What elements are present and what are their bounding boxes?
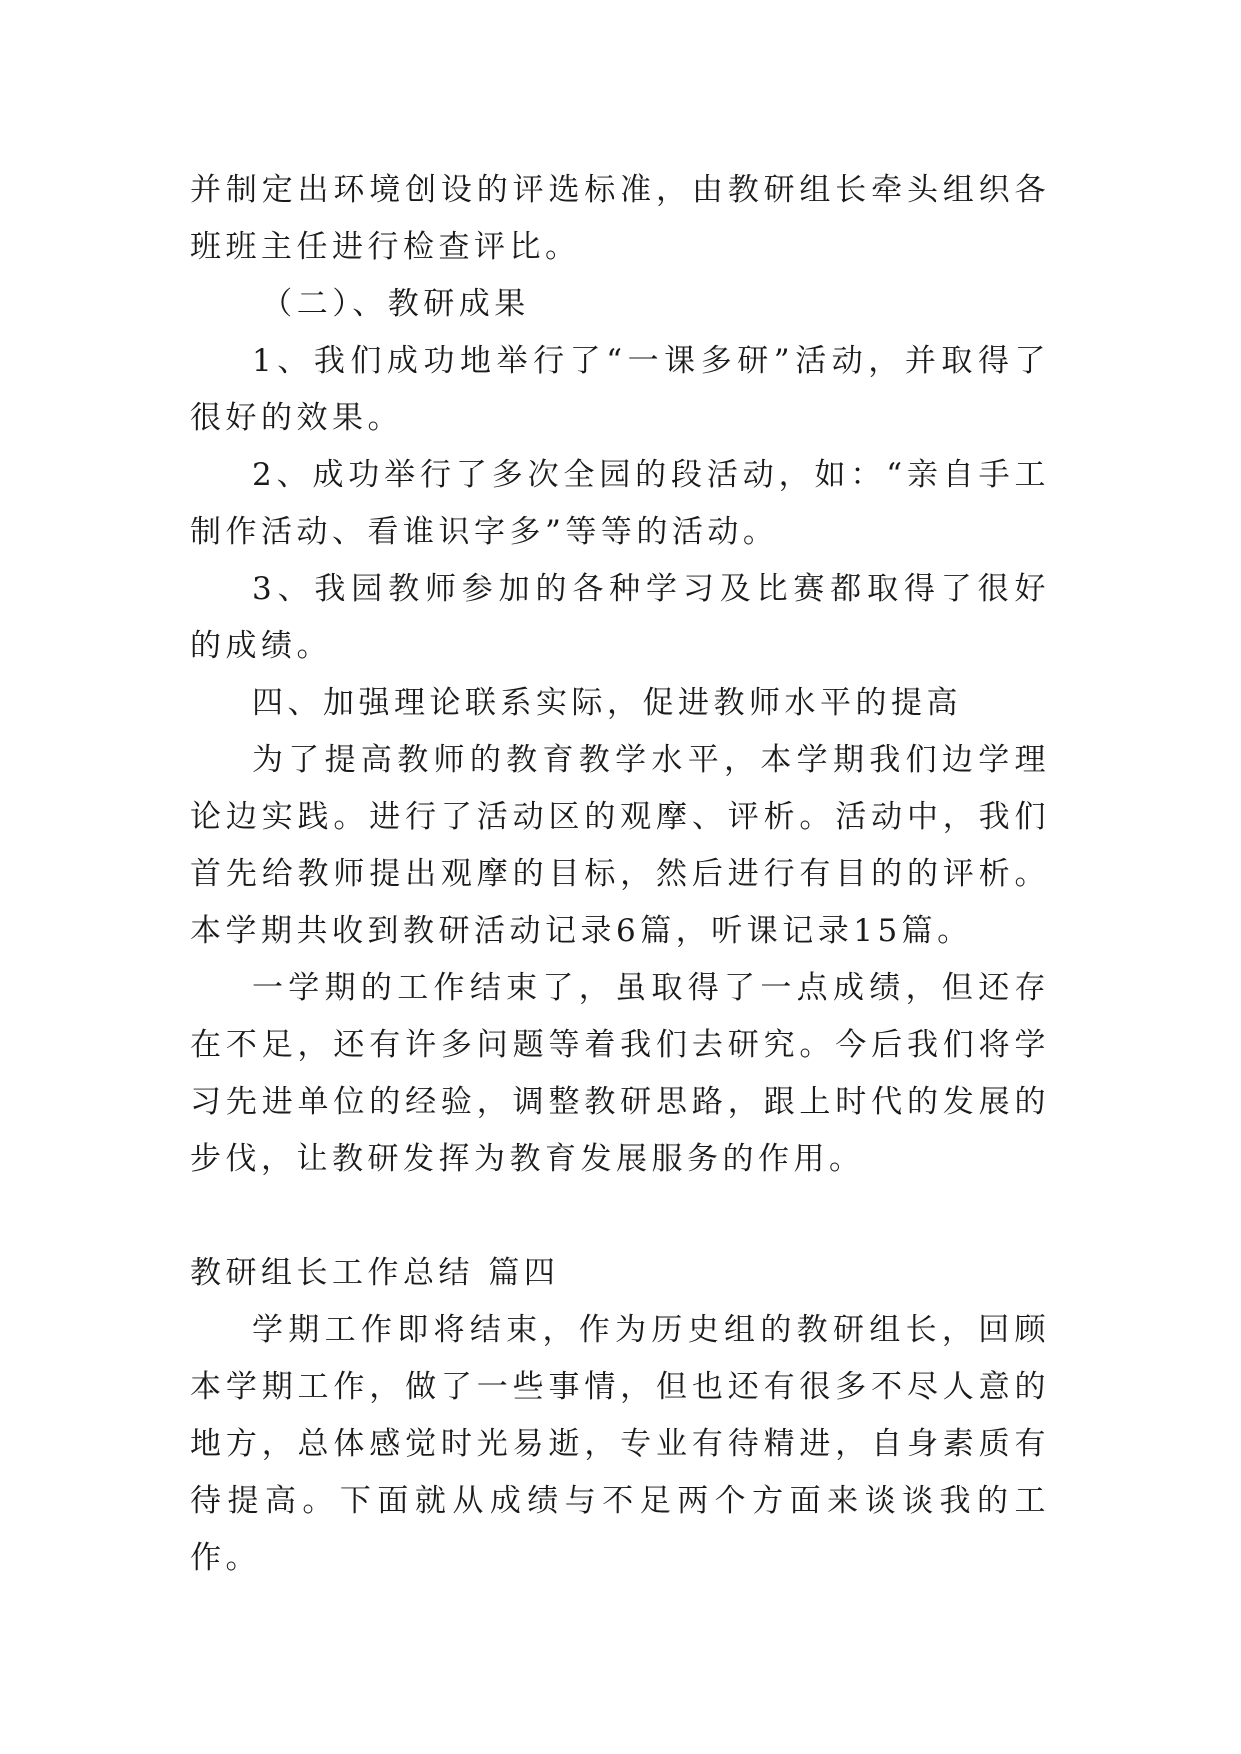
section-heading-four: 四、加强理论联系实际，促进教师水平的提高 — [252, 685, 962, 721]
list-item-1: 1、我们成功地举行了“一课多研”活动，并取得了很好的效果。 — [190, 343, 1050, 436]
paragraph-semester-conclusion: 一学期的工作结束了，虽取得了一点成绩，但还存在不足，还有许多问题等着我们去研究。今后我们将学习先进单位的经验，调整教研思路，跟上时代的发展的步伐，让教研发挥为教育发展服务的作用。 — [190, 970, 1050, 1177]
subheading-research-results: （二）、教研成果 — [261, 286, 530, 322]
document-body — [190, 162, 1050, 1587]
list-item-3: 3、我园教师参加的各种学习及比赛都取得了很好的成绩。 — [190, 571, 1050, 664]
article-title: 教研组长工作总结 篇四 — [190, 1255, 560, 1291]
list-item-2: 2、成功举行了多次全园的段活动，如：“亲自手工制作活动、看谁识字多”等等的活动。 — [190, 457, 1050, 550]
paragraph-continuation: 并制定出环境创设的评选标准，由教研组长牵头组织各班班主任进行检查评比。 — [190, 172, 1050, 265]
paragraph-theory-practice: 为了提高教师的教育教学水平，本学期我们边学理论边实践。进行了活动区的观摩、评析。活动中，我们首先给教师提出观摩的目标，然后进行有目的的评析。本学期共收到教研活动记录6篇，听课记录15篇。 — [190, 742, 1050, 949]
spacer — [190, 1188, 1050, 1245]
paragraph-intro-part-four: 学期工作即将结束，作为历史组的教研组长，回顾本学期工作，做了一些事情，但也还有很多不尽人意的地方，总体感觉时光易逝，专业有待精进，自身素质有待提高。下面就从成绩与不足两个方面来谈谈我的工作。 — [190, 1312, 1050, 1576]
